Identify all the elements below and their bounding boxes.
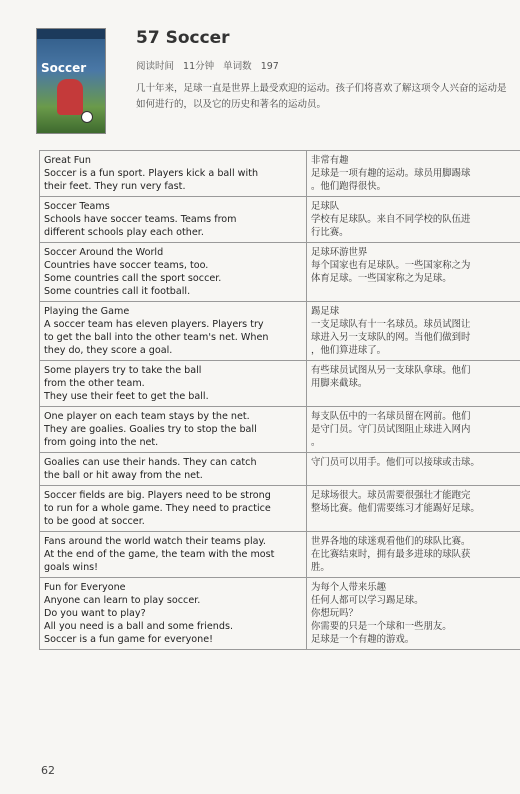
chinese-line: 足球环游世界 bbox=[311, 247, 368, 258]
chinese-cell bbox=[307, 243, 520, 302]
english-line: Anyone can learn to play soccer. bbox=[44, 595, 201, 606]
english-line: Schools have soccer teams. Teams from bbox=[44, 214, 237, 225]
word-count-value: 197 bbox=[260, 61, 279, 72]
english-line: Soccer Around the World bbox=[44, 247, 164, 258]
chinese-line: 体育足球。一些国家称之为足球。 bbox=[311, 273, 452, 284]
chinese-line: 球进入另一支球队的网。当他们做到时 bbox=[311, 332, 471, 343]
english-line: One player on each team stays by the net. bbox=[44, 411, 250, 422]
chinese-cell bbox=[307, 361, 520, 407]
page-number: 62 bbox=[41, 764, 55, 777]
english-line: from the other team. bbox=[44, 378, 145, 389]
chinese-line: 你需要的只是一个球和一些朋友。 bbox=[311, 621, 452, 632]
bilingual-text-table bbox=[39, 150, 520, 650]
english-line: Soccer Teams bbox=[44, 201, 110, 212]
english-line: Great Fun bbox=[44, 155, 91, 166]
english-line: Playing the Game bbox=[44, 306, 130, 317]
chinese-line: 足球是一项有趣的运动。球员用脚踢球 bbox=[311, 168, 471, 179]
chinese-line: 每支队伍中的一名球员留在网前。他们 bbox=[311, 411, 471, 422]
cover-title: Soccer bbox=[41, 61, 87, 75]
english-line: Some countries call it football. bbox=[44, 286, 191, 297]
chinese-line: 守门员可以用手。他们可以接球或击球。 bbox=[311, 457, 480, 468]
chinese-line: 足球场很大。球员需要很强壮才能跑完 bbox=[311, 490, 471, 501]
chinese-line: ，他们算进球了。 bbox=[311, 345, 387, 356]
chinese-cell bbox=[307, 302, 520, 361]
english-line: Soccer is a fun sport. Players kick a ball with bbox=[44, 168, 259, 179]
chinese-cell bbox=[307, 486, 520, 532]
chinese-line: 每个国家也有足球队。一些国家称之为 bbox=[311, 260, 471, 271]
table-row bbox=[40, 361, 520, 407]
chinese-line: 踢足球 bbox=[311, 306, 340, 317]
table-row bbox=[40, 197, 520, 243]
chinese-cell bbox=[307, 407, 520, 453]
english-line: Do you want to play? bbox=[44, 608, 146, 619]
chinese-cell bbox=[307, 532, 520, 578]
english-cell bbox=[40, 302, 307, 361]
english-line: They are goalies. Goalies try to stop the ball bbox=[44, 424, 257, 435]
english-line: Fans around the world watch their teams play. bbox=[44, 536, 266, 547]
chinese-line: 用脚来截球。 bbox=[311, 378, 368, 389]
cover-band bbox=[37, 29, 105, 39]
chinese-line: 足球是一个有趣的游戏。 bbox=[311, 634, 415, 645]
chinese-line: 整场比赛。他们需要练习才能踢好足球。 bbox=[311, 503, 480, 514]
chinese-line: 足球队 bbox=[311, 201, 340, 212]
chinese-line: 一支足球队有十一名球员。球员试图让 bbox=[311, 319, 471, 330]
english-cell bbox=[40, 361, 307, 407]
english-line: Soccer fields are big. Players need to be strong bbox=[44, 490, 271, 501]
cover-player-figure bbox=[57, 79, 83, 115]
english-line: At the end of the game, the team with the most bbox=[44, 549, 275, 560]
chinese-cell bbox=[307, 197, 520, 243]
page-title: 57 Soccer bbox=[136, 28, 230, 48]
chinese-cell bbox=[307, 453, 520, 486]
reading-meta bbox=[136, 58, 285, 72]
english-line: Some countries call the sport soccer. bbox=[44, 273, 222, 284]
table-row bbox=[40, 407, 520, 453]
english-line: to be good at soccer. bbox=[44, 516, 145, 527]
intro-paragraph: 几十年来，足球一直是世界上最受欢迎的运动。孩子们将喜欢了解这项令人兴奋的运动是如何进行的，以及它的历史和著名的运动员。 bbox=[136, 83, 507, 110]
table-row bbox=[40, 532, 520, 578]
table-row bbox=[40, 243, 520, 302]
chinese-line: 非常有趣 bbox=[311, 155, 349, 166]
table-row bbox=[40, 486, 520, 532]
english-line: Countries have soccer teams, too. bbox=[44, 260, 209, 271]
english-line: Goalies can use their hands. They can catch bbox=[44, 457, 257, 468]
soccer-ball-icon bbox=[81, 111, 93, 123]
reading-time-label: 阅读时间 bbox=[136, 61, 175, 72]
chinese-line: 在比赛结束时，拥有最多进球的球队获 bbox=[311, 549, 471, 560]
english-line: their feet. They run very fast. bbox=[44, 181, 186, 192]
english-line: Some players try to take the ball bbox=[44, 365, 202, 376]
word-count-label: 单词数 bbox=[223, 61, 252, 72]
english-line: from going into the net. bbox=[44, 437, 159, 448]
english-line: All you need is a ball and some friends. bbox=[44, 621, 234, 632]
book-cover-image bbox=[36, 28, 106, 134]
table-row bbox=[40, 578, 520, 650]
chinese-line: 你想玩吗？ bbox=[311, 608, 358, 619]
english-line: They use their feet to get the ball. bbox=[44, 391, 209, 402]
english-line: A soccer team has eleven players. Players try bbox=[44, 319, 264, 330]
chinese-cell bbox=[307, 151, 520, 197]
english-line: Soccer is a fun game for everyone! bbox=[44, 634, 213, 645]
reading-time-value: 11分钟 bbox=[183, 61, 215, 72]
english-cell bbox=[40, 197, 307, 243]
chinese-line: 任何人都可以学习踢足球。 bbox=[311, 595, 424, 606]
table-row bbox=[40, 302, 520, 361]
english-cell bbox=[40, 243, 307, 302]
chinese-line: 胜。 bbox=[311, 562, 330, 573]
chinese-line: 行比赛。 bbox=[311, 227, 349, 238]
english-line: Fun for Everyone bbox=[44, 582, 126, 593]
chinese-line: 世界各地的球迷观看他们的球队比赛。 bbox=[311, 536, 471, 547]
english-line: they do, they score a goal. bbox=[44, 345, 173, 356]
english-cell bbox=[40, 151, 307, 197]
english-cell bbox=[40, 486, 307, 532]
chinese-line: 学校有足球队。来自不同学校的队伍进 bbox=[311, 214, 471, 225]
chinese-line: 。 bbox=[311, 437, 321, 448]
chinese-line: 。他们跑得很快。 bbox=[311, 181, 387, 192]
english-cell bbox=[40, 578, 307, 650]
chinese-line: 是守门员。守门员试图阻止球进入网内 bbox=[311, 424, 471, 435]
chinese-cell bbox=[307, 578, 520, 650]
english-cell bbox=[40, 407, 307, 453]
english-line: different schools play each other. bbox=[44, 227, 204, 238]
english-cell bbox=[40, 532, 307, 578]
english-line: the ball or hit away from the net. bbox=[44, 470, 203, 481]
table-row bbox=[40, 453, 520, 486]
english-line: goals wins! bbox=[44, 562, 98, 573]
english-cell bbox=[40, 453, 307, 486]
english-line: to run for a whole game. They need to practice bbox=[44, 503, 271, 514]
chinese-line: 为每个人带来乐趣 bbox=[311, 582, 387, 593]
table-row bbox=[40, 151, 520, 197]
english-line: to get the ball into the other team's net. When bbox=[44, 332, 269, 343]
chinese-line: 有些球员试图从另一支球队拿球。他们 bbox=[311, 365, 471, 376]
